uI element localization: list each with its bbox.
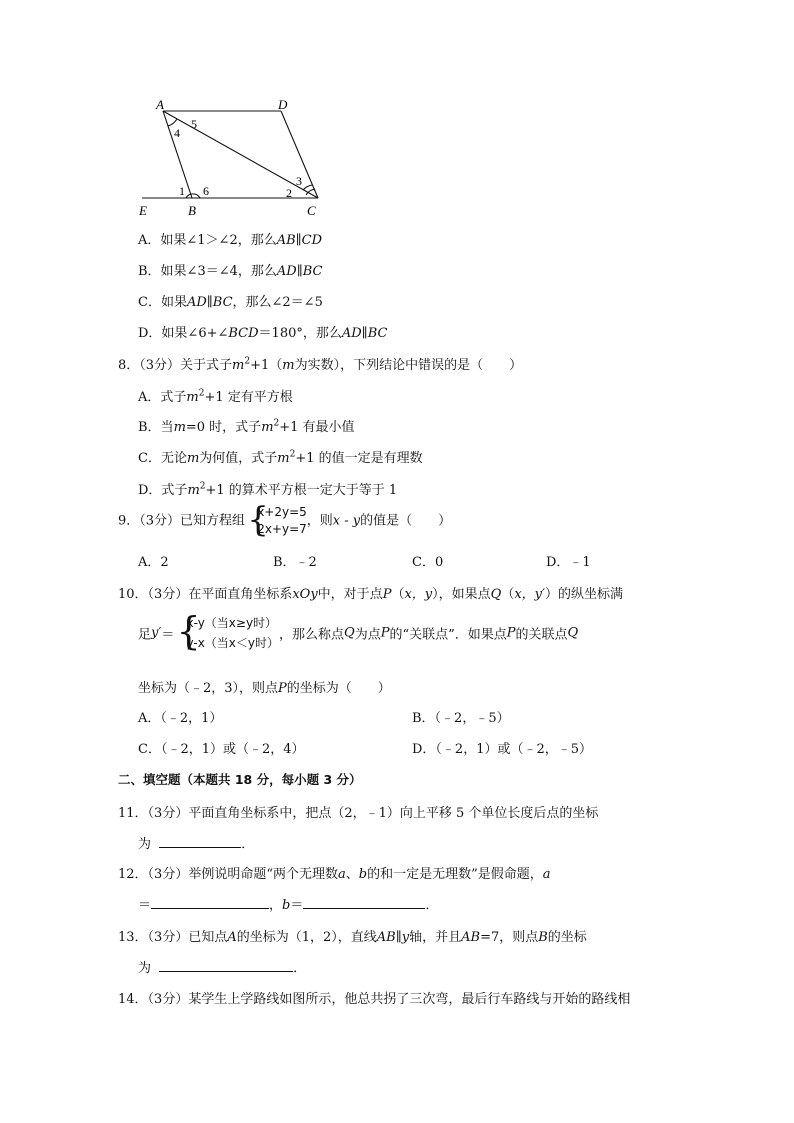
- q7-option-d: D．如果∠6+∠BCD＝180°，那么AD∥BC: [138, 326, 388, 341]
- angle-label-6: 6: [203, 184, 209, 198]
- q12-answer-blank-b[interactable]: [303, 894, 425, 909]
- q9-option-d: D．﹣1: [546, 555, 591, 570]
- angle-label-5: 5: [191, 117, 197, 131]
- q14-line-1: 14．（3分）某学生上学路线如图所示，他总共拐了三次弯，最后行车路线与开始的路线相: [118, 992, 631, 1007]
- brace-icon: {: [176, 609, 201, 653]
- q9-option-c: C．0: [412, 555, 444, 570]
- parallelogram-figure: [130, 94, 330, 220]
- angle-label-4: 4: [174, 126, 180, 140]
- segment-AB: [163, 111, 192, 198]
- q9-option-a: A．2: [138, 555, 169, 570]
- angle-arc-C-inner: [303, 185, 312, 190]
- angle-label-3: 3: [296, 174, 302, 188]
- q7-option-c: C．如果AD∥BC，那么∠2＝∠5: [138, 295, 323, 310]
- angle-label-1: 1: [179, 184, 185, 198]
- point-label-A: A: [156, 97, 164, 112]
- q10-option-b: B．（﹣2，﹣5）: [412, 711, 510, 726]
- point-label-C: C: [307, 203, 316, 218]
- q13-answer-blank[interactable]: [159, 957, 293, 972]
- q12-answer-blank-a[interactable]: [151, 894, 269, 909]
- q10-option-a: A．（﹣2，1）: [138, 711, 223, 726]
- q13-line-2: 为 ．: [138, 957, 306, 976]
- q12-line-1: 12．（3分）举例说明命题“两个无理数a、b的和一定是无理数”是假命题，a: [118, 867, 551, 882]
- q9-stem: 9．（3分）已知方程组 { x+2y=5 2x+y=7 ，则x - y的值是（ ）: [118, 500, 452, 540]
- q11-line-1: 11．（3分）平面直角坐标系中，把点（2，﹣1）向上平移 5 个单位长度后点的坐标: [118, 806, 599, 821]
- point-label-D: D: [278, 97, 288, 112]
- q7-option-b: B．如果∠3＝∠4，那么AD∥BC: [138, 264, 323, 279]
- q7-option-a: A．如果∠1＞∠2，那么AB∥CD: [138, 233, 323, 248]
- q11-line-2: 为 ．: [138, 833, 254, 852]
- q10-line-3: 坐标为（﹣2，3），则点P的坐标为（ ）: [138, 681, 391, 696]
- point-label-B: B: [188, 203, 196, 218]
- q8-option-d: D．式子$m^2+1$ 的算术平方根一定大于等于 1: [138, 481, 398, 498]
- segment-AC: [163, 111, 318, 198]
- equation-system: { x+2y=5 2x+y=7: [247, 500, 307, 540]
- section-heading-fill-in: 二、填空题（本题共 18 分，每小题 3 分）: [118, 772, 362, 787]
- q12-line-2: ＝ ，b＝ ．: [138, 894, 438, 913]
- point-label-E: E: [139, 203, 147, 218]
- q9-option-b: B．﹣2: [273, 555, 317, 570]
- angle-label-2: 2: [286, 186, 292, 200]
- angle-arc-A: [168, 119, 177, 126]
- q11-answer-blank[interactable]: [159, 833, 241, 848]
- q10-option-d: D．（﹣2，1）或（﹣2，﹣5）: [412, 742, 593, 757]
- q8-stem: 8．（3分）关于式子$m^2+1(m$为实数），下列结论中错误的是（ ）: [118, 356, 523, 373]
- q10-line-1: 10．（3分）在平面直角坐标系xOy中，对于点P（x，y），如果点Q（x，y′）的纵坐标满: [118, 587, 623, 602]
- q8-option-a: A．式子$m^2+1$ 定有平方根: [138, 388, 293, 405]
- q13-line-1: 13．（3分）已知点A的坐标为（1，2），直线AB∥y轴，并且AB=7，则点B的坐标: [118, 930, 587, 945]
- angle-arc-B: [186, 194, 200, 198]
- q10-line-2: 足y′＝ { x-y（当x≥y时） y-x（当x＜y时） ，那么称点Q为点P的“关联点”．如果点P的关联点Q: [138, 609, 579, 653]
- q10-option-c: C．（﹣2，1）或（﹣2，4）: [138, 742, 305, 757]
- brace-icon: {: [247, 500, 269, 540]
- piecewise-definition: { x-y（当x≥y时） y-x（当x＜y时）: [176, 609, 279, 653]
- q8-option-c: C．无论m为何值，式子$m^2+1$ 的值一定是有理数: [138, 449, 423, 466]
- q8-option-b: B．当m=0 时，式子$m^2+1$ 有最小值: [138, 418, 355, 435]
